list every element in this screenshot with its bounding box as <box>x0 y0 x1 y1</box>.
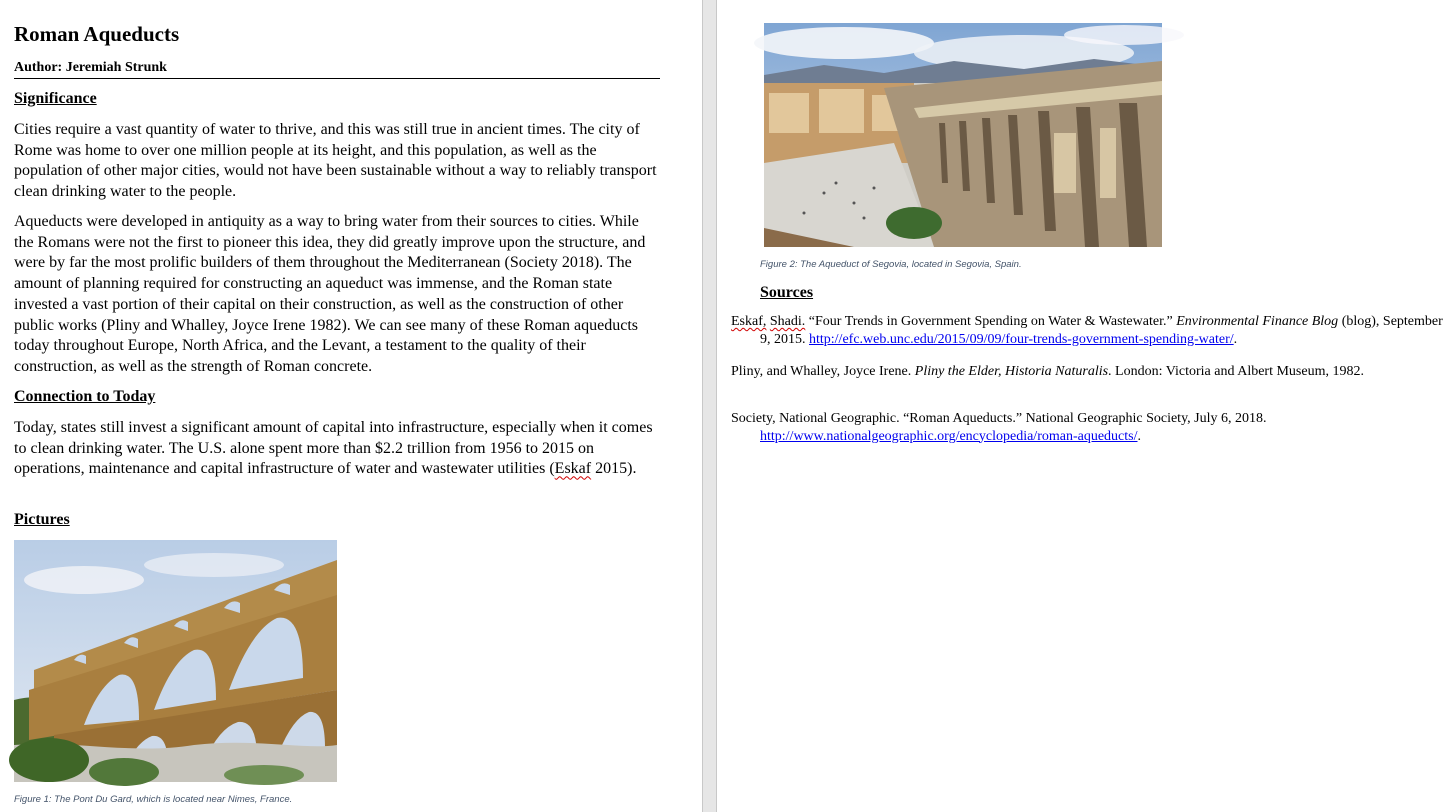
significance-heading: Significance <box>14 90 97 107</box>
connection-heading: Connection to Today <box>14 388 156 405</box>
reference-3-end: . <box>1137 428 1141 444</box>
reference-3 <box>731 410 1445 445</box>
document-title: Roman Aqueducts <box>14 22 180 46</box>
spellcheck-flag-eskaf-ref[interactable]: Eskaf, <box>731 314 767 329</box>
connection-text-before: Today, states still invest a significant amount of capital into infrastructure, especially when it comes to clean drinking water. The U.S. alone spent more than $2.2 trillion from 1956 to 2015 on operations, maintenance and capital infrastructure of water and wastewater utilities ( <box>14 419 653 478</box>
reference-1-title: “Four Trends in Government Spending on Water & Wastewater.” <box>805 314 1177 329</box>
figure-1-pont-du-gard-image[interactable] <box>14 540 337 782</box>
reference-2-title: Pliny the Elder, Historia Naturalis <box>914 364 1109 379</box>
connection-paragraph <box>14 418 659 480</box>
figure-1-caption: Figure 1: The Pont Du Gard, which is located near Nimes, France. <box>14 794 293 805</box>
segovia-aqueduct-illustration <box>764 23 1162 247</box>
reference-2-authors: Pliny, and Whalley, Joyce Irene. <box>731 364 915 379</box>
reference-2-details: . London: Victoria and Albert Museum, 1982. <box>1108 364 1364 379</box>
spellcheck-flag-eskaf[interactable]: Eskaf <box>554 460 592 478</box>
spellcheck-flag-shadi[interactable]: Shadi. <box>769 314 806 329</box>
reference-2 <box>731 363 1445 381</box>
reference-1-details: (blog), September 9, 2015. <box>760 314 1443 347</box>
figure-2-caption: Figure 2: The Aqueduct of Segovia, located in Segovia, Spain. <box>760 259 1022 270</box>
sources-heading: Sources <box>760 284 814 301</box>
significance-paragraph-2: Aqueducts were developed in antiquity as a way to bring water from their sources to cities. While the Romans were not the first to pioneer this idea, they did greatly improve upon the structure, and were by far the most prolific builders of them throughout the Mediterranean (Society 2018). The amount of planning required for constructing an aqueduct was immense, and the Roman state invested a vast portion of their capital on their construction, as well as the construction of other public works (Pliny and Whalley, Joyce Irene 1982). We can see many of these Roman aqueducts today throughout Europe, North Africa, and the Levant, a testament to the quality of their construction, as well as the strength of Roman concrete. <box>14 213 646 375</box>
connection-text-after: 2015). <box>591 460 637 478</box>
document-page-left <box>0 0 702 812</box>
reference-1 <box>731 313 1445 348</box>
document-author: Author: Jeremiah Strunk <box>14 60 660 79</box>
reference-1-publication: Environmental Finance Blog <box>1176 314 1339 329</box>
page-gutter <box>702 0 717 812</box>
reference-3-text: Society, National Geographic. “Roman Aqueducts.” National Geographic Society, July 6, 2018. <box>731 411 1267 426</box>
reference-1-link[interactable]: http://efc.web.unc.edu/2015/09/09/four-trends-government-spending-water/ <box>809 331 1234 347</box>
pictures-heading: Pictures <box>14 511 70 528</box>
reference-3-link[interactable]: http://www.nationalgeographic.org/encyclopedia/roman-aqueducts/ <box>760 428 1138 444</box>
reference-1-end: . <box>1233 331 1238 347</box>
figure-2-segovia-aqueduct-image[interactable] <box>764 23 1162 247</box>
pont-du-gard-illustration <box>14 540 337 782</box>
significance-paragraph-1: Cities require a vast quantity of water to thrive, and this was still true in ancient times. The city of Rome was home to over one million people at its height, and this population, as well as the population of other major cities, would not have been sustainable without a way to reliably transport clean drinking water to the people. <box>14 121 657 201</box>
document-page-right <box>717 0 1443 812</box>
